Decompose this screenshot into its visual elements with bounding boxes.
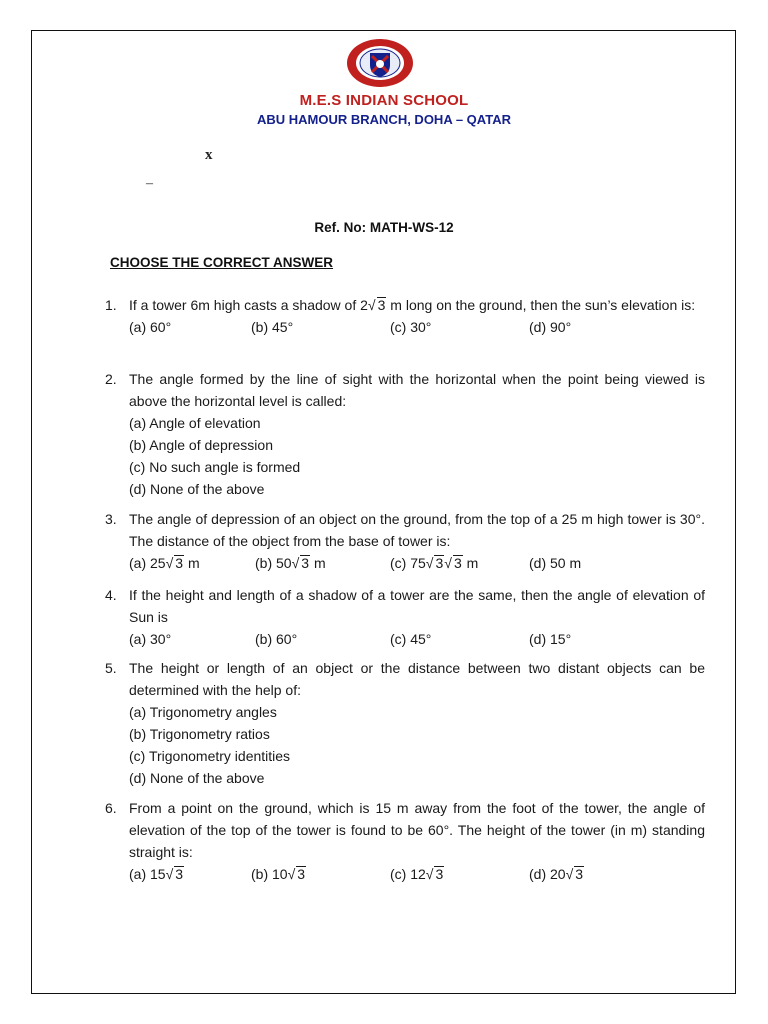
option-c[interactable]: (c) Trigonometry identities (129, 748, 291, 764)
option-b[interactable]: (b) 60° (255, 631, 298, 647)
question-5 (105, 657, 705, 789)
option-b[interactable]: (b) 50√ 3 m (255, 555, 326, 571)
question-4 (105, 584, 705, 650)
options-row (129, 316, 705, 338)
question-1 (105, 294, 705, 338)
blank-mark-x: x (205, 147, 213, 163)
question-6 (105, 797, 705, 885)
option-d[interactable]: (d) None of the above (129, 770, 265, 786)
option-b[interactable]: (b) 45° (251, 319, 294, 335)
question-text: The angle of depression of an object on the ground, from the top of a 25 m high tower is 30°. The distance of the object from the base of tower is: (129, 511, 705, 549)
question-number: 2. (105, 371, 117, 387)
sqrt-radicand: 3 (377, 297, 386, 313)
option-c[interactable]: (c) 75√ 3√ 3 m (390, 555, 479, 571)
question-2 (105, 368, 705, 500)
option-a[interactable]: (a) Trigonometry angles (129, 704, 277, 720)
question-number: 6. (105, 800, 117, 816)
question-text: The angle formed by the line of sight with the horizontal when the point being viewed is above the horizontal level is called: (129, 371, 705, 409)
question-text: From a point on the ground, which is 15 m away from the foot of the tower, the angle of elevation of the top of the tower is found to be 60°. The height of the tower (in m) standing straight is: (129, 800, 705, 860)
question-number: 3. (105, 511, 117, 527)
blank-mark-dash: – (146, 176, 153, 191)
section-heading: CHOOSE THE CORRECT ANSWER (110, 255, 334, 270)
option-c[interactable]: (c) No such angle is formed (129, 459, 301, 475)
question-text: The height or length of an object or the distance between two distant objects can be determined with the help of: (129, 660, 705, 698)
question-text: If the height and length of a shadow of a tower are the same, then the angle of elevation of Sun is (129, 587, 705, 625)
option-a[interactable]: (a) 30° (129, 631, 172, 647)
reference-number: Ref. No: MATH-WS-12 (314, 220, 454, 235)
option-b[interactable]: (b) Angle of depression (129, 437, 273, 453)
option-b[interactable]: (b) Trigonometry ratios (129, 726, 270, 742)
options-row (129, 628, 705, 650)
option-a[interactable]: (a) 25√ 3 m (129, 555, 200, 571)
options-list (129, 412, 705, 500)
option-a[interactable]: (a) Angle of elevation (129, 415, 261, 431)
option-b[interactable]: (b) 10√ 3 (251, 866, 306, 882)
school-name: M.E.S INDIAN SCHOOL (299, 92, 469, 109)
option-d[interactable]: (d) 15° (529, 631, 572, 647)
option-c[interactable]: (c) 45° (390, 631, 432, 647)
question-number: 4. (105, 587, 117, 603)
option-a[interactable]: (a) 60° (129, 319, 172, 335)
question-number: 1. (105, 297, 117, 313)
question-3 (105, 508, 705, 574)
option-c[interactable]: (c) 30° (390, 319, 432, 335)
question-text: If a tower 6m high casts a shadow of 2√ 3 m long on the ground, then the sun’s elevation is: (129, 297, 696, 313)
option-d[interactable]: (d) None of the above (129, 481, 265, 497)
branch-name: ABU HAMOUR BRANCH, DOHA – QATAR (257, 112, 511, 127)
options-list (129, 701, 705, 789)
option-d[interactable]: (d) 50 m (529, 555, 582, 571)
option-a[interactable]: (a) 15√ 3 (129, 866, 184, 882)
options-row (129, 863, 705, 885)
option-c[interactable]: (c) 12√ 3 (390, 866, 444, 882)
option-d[interactable]: (d) 90° (529, 319, 572, 335)
options-row (129, 552, 705, 574)
question-number: 5. (105, 660, 117, 676)
option-d[interactable]: (d) 20√ 3 (529, 866, 584, 882)
